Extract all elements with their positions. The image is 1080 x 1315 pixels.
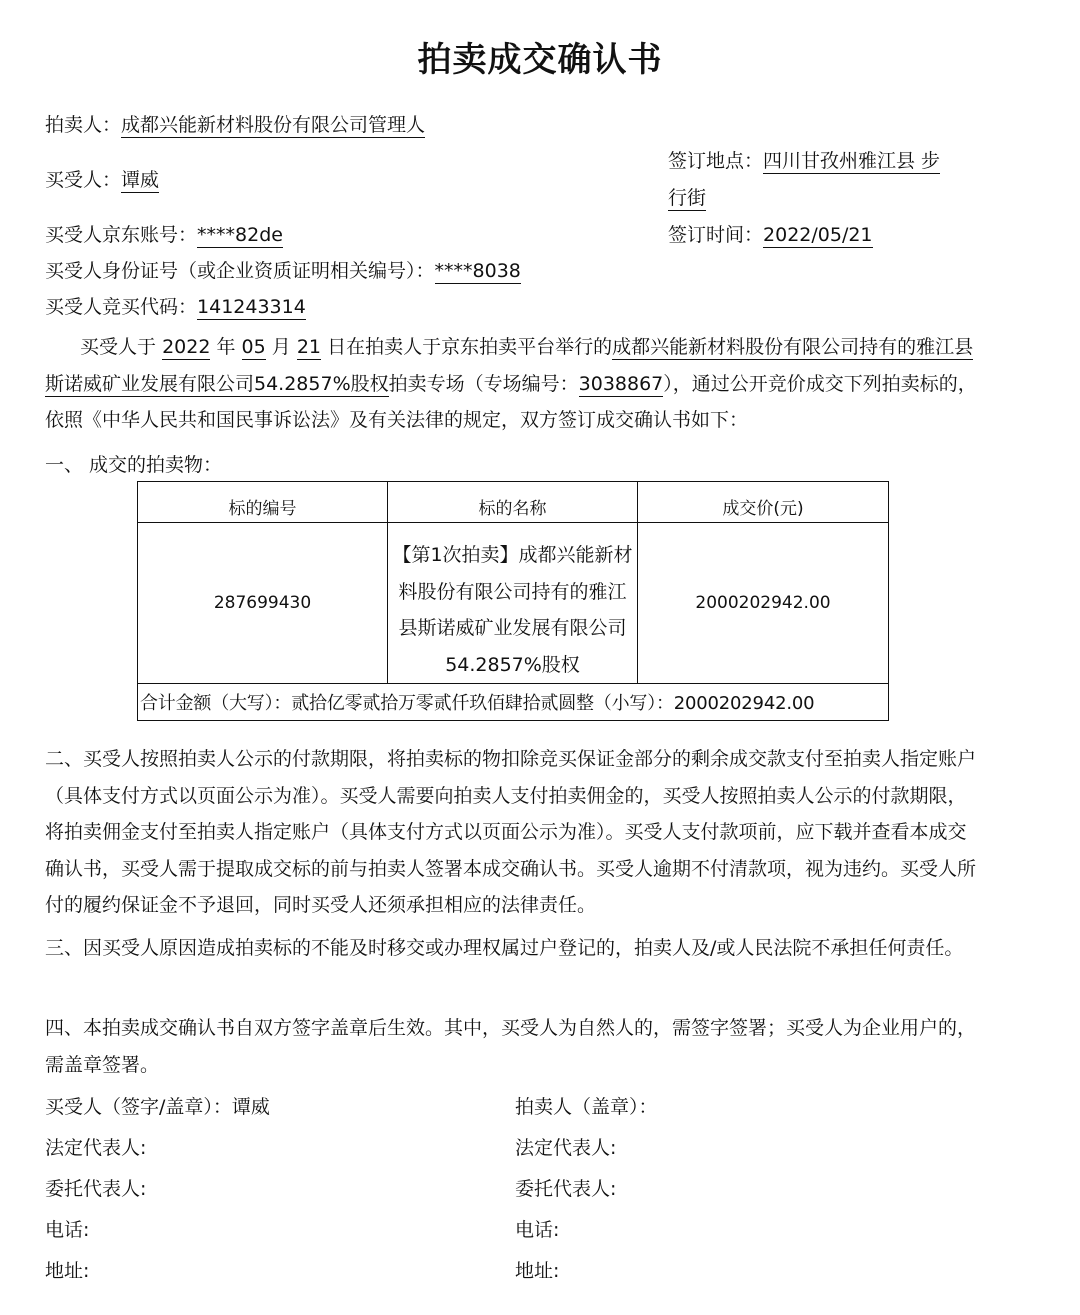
column-header-id: 标的编号: [138, 482, 388, 523]
buyer-label: 买受人：: [45, 169, 122, 191]
buyer-legal-rep: 法定代表人:: [45, 1137, 147, 1159]
auction-items-table: [137, 481, 889, 721]
seller-legal-rep: 法定代表人:: [515, 1137, 617, 1159]
session-number: 3038867: [578, 372, 664, 395]
auction-month: 05: [241, 336, 266, 358]
buyer-account-label: 买受人京东账号：: [45, 224, 198, 246]
auction-subject: 成都兴能新材料股份有限公司持有的雅江县斯诺威矿业发展有限公司54.2857%股权: [45, 336, 974, 395]
intro-text: ），通过公开竞价成交下列拍卖标的，依照《中华人民共和国民事诉讼法》及有关法律的规定，双方签订成交确认书如下：: [45, 372, 977, 431]
buyer-code-label: 买受人竞买代码：: [45, 296, 198, 318]
sign-time-field: [668, 222, 873, 248]
sign-time-value: 2022/05/21: [763, 224, 873, 246]
table-total-row: [138, 684, 889, 721]
buyer-code-value: 141243314: [197, 296, 306, 318]
buyer-phone: 电话:: [45, 1219, 90, 1241]
intro-text: 年: [216, 336, 236, 358]
buyer-agent: 委托代表人:: [45, 1178, 147, 1200]
buyer-id-label: 买受人身份证号（或企业资质证明相关编号）：: [45, 260, 435, 282]
seller-label: 拍卖人：: [45, 114, 122, 136]
seller-address: 地址:: [515, 1260, 560, 1282]
seller-field: [45, 112, 425, 138]
item-name: 【第1次拍卖】成都兴能新材料股份有限公司持有的雅江县斯诺威矿业发展有限公司54.2857%股权: [388, 523, 638, 684]
sign-place-value-line2: 行街: [668, 187, 707, 209]
seller-phone: 电话:: [515, 1219, 560, 1241]
intro-paragraph: [45, 329, 985, 439]
table-header-row: [138, 482, 889, 523]
buyer-value: 谭威: [121, 169, 160, 191]
sign-place-label: 签订地点：: [668, 150, 764, 172]
table-row: [138, 523, 889, 684]
seller-signature: 拍卖人（盖章）：: [515, 1096, 658, 1118]
buyer-address: 地址:: [45, 1260, 90, 1282]
sign-place-value: 四川甘孜州雅江县 步: [763, 150, 941, 172]
seller-value: 成都兴能新材料股份有限公司管理人: [121, 114, 426, 136]
intro-text: 买受人于: [80, 336, 157, 358]
item-id: 287699430: [138, 523, 388, 684]
buyer-account-value: ****82de: [197, 224, 283, 246]
buyer-id-value: ****8038: [434, 260, 521, 282]
intro-text: 月: [271, 336, 291, 358]
seller-agent: 委托代表人:: [515, 1178, 617, 1200]
document-title: 拍卖成交确认书: [417, 40, 663, 80]
buyer-account-field: [45, 222, 283, 248]
buyer-code-field: [45, 294, 306, 320]
buyer-signature: 买受人（签字/盖章）：谭威: [45, 1096, 270, 1118]
section-1-heading: 一、 成交的拍卖物：: [45, 454, 223, 476]
column-header-name: 标的名称: [388, 482, 638, 523]
section-2-paragraph: 二、买受人按照拍卖人公示的付款期限，将拍卖标的物扣除竞买保证金部分的剩余成交款支付至拍卖人指定账户（具体支付方式以页面公示为准）。买受人需要向拍卖人支付拍卖佣金的，买受人按照拍卖人公示的付款期限，将拍卖佣金支付至拍卖人指定账户（具体支付方式以页面公示为准）。买受人支付款项前，应下载并查看本成交确认书，买受人需于提取成交标的前与拍卖人签署本成交确认书。买受人逾期不付清款项，视为违约。买受人所付的履约保证金不予退回，同时买受人还须承担相应的法律责任。: [45, 748, 977, 916]
item-price: 2000202942.00: [638, 523, 889, 684]
intro-text: 拍卖专场（专场编号：: [388, 372, 579, 395]
column-header-price: 成交价(元): [638, 482, 889, 523]
buyer-field: [45, 167, 159, 193]
buyer-id-field: [45, 258, 521, 284]
section-4-paragraph: 四、本拍卖成交确认书自双方签字盖章后生效。其中，买受人为自然人的，需签字签署；买受人为企业用户的，需盖章签署。: [45, 1017, 977, 1076]
section-3-paragraph: 三、因买受人原因造成拍卖标的不能及时移交或办理权属过户登记的，拍卖人及/或人民法院不承担任何责任。: [45, 937, 964, 959]
sign-place-field: [668, 148, 940, 174]
sign-place-field-cont: [668, 185, 706, 211]
auction-day: 21: [296, 336, 322, 358]
auction-year: 2022: [162, 336, 211, 358]
sign-time-label: 签订时间：: [668, 224, 764, 246]
intro-text: 日在拍卖人于京东拍卖平台举行的: [327, 336, 613, 358]
total-amount: 合计金额（大写）：贰拾亿零贰拾万零贰仟玖佰肆拾贰圆整（小写）：2000202942.00: [138, 684, 889, 721]
